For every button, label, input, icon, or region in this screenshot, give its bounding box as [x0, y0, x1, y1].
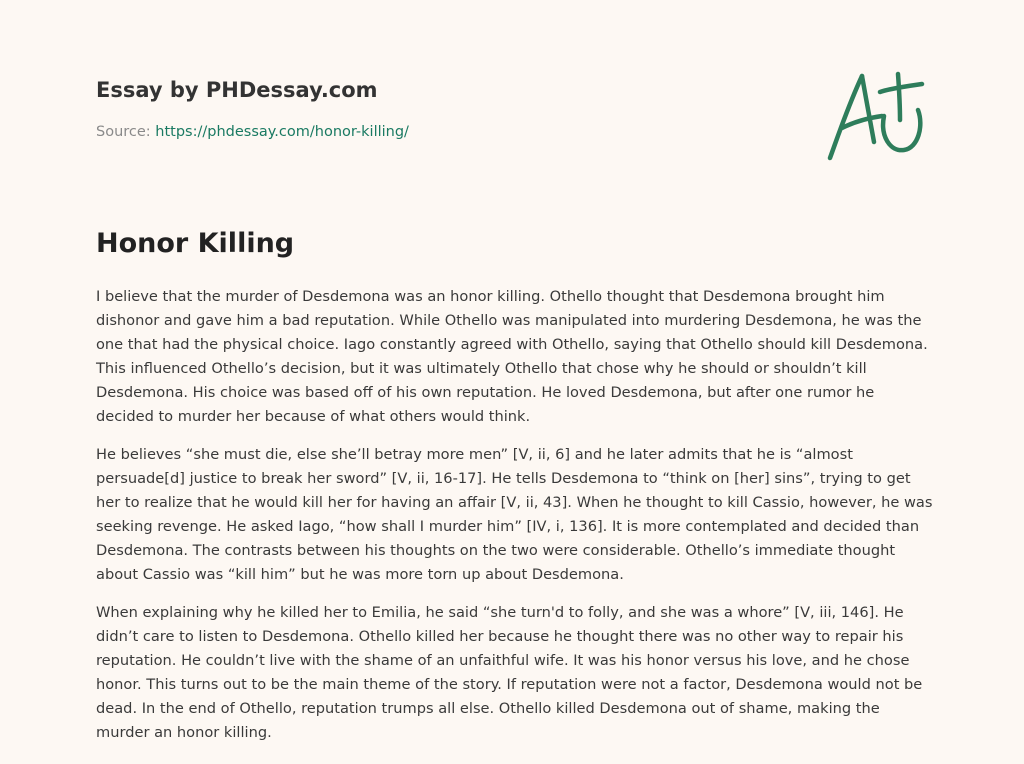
source-link[interactable]: https://phdessay.com/honor-killing/: [155, 124, 409, 140]
source-label: Source:: [96, 124, 151, 140]
source-line: [96, 122, 796, 142]
article-paragraph: When explaining why he killed her to Emilia, he said “she turn'd to folly, and she was a whore” [V, iii, 146]. He didn’t care to listen to Desdemona. Othello killed her because he thought there was no other way to repair his reputation. He couldn’t live with the shame of an unfaithful wife. It was his honor versus his love, and he chose honor. This turns out to be the main theme of the story. If reputation were not a factor, Desdemona would not be dead. In the end of Othello, reputation trumps all else. Othello killed Desdemona out of shame, making the murder an honor killing.: [96, 604, 923, 741]
article-title: Honor Killing: [96, 228, 295, 259]
page-header: [96, 76, 796, 142]
article-paragraph: I believe that the murder of Desdemona was an honor killing. Othello thought that Desdemona brought him dishonor and gave him a bad reputation. While Othello was manipulated into murdering Desdemona, he was the one that had the physical choice. Iago constantly agreed with Othello, saying that Othello should kill Desdemona. This influenced Othello’s decision, but it was ultimately Othello that chose why he should or shouldn’t kill Desdemona. His choice was based off of his own reputation. He loved Desdemona, but after one rumor he decided to murder her because of what others would think.: [96, 288, 928, 425]
a-plus-logo-icon: [820, 66, 930, 166]
brand-title: Essay by PHDessay.com: [96, 78, 378, 102]
article-paragraph: He believes “she must die, else she’ll betray more men” [V, ii, 6] and he later admits that he is “almost persuade[d] justice to break her sword” [V, ii, 16-17]. He tells Desdemona to “think on [her] sins”, trying to get her to realize that he would kill her for having an affair [V, ii, 43]. When he thought to kill Cassio, however, he was seeking revenge. He asked Iago, “how shall I murder him” [IV, i, 136]. It is more contemplated and decided than Desdemona. The contrasts between his thoughts on the two were considerable. Othello’s immediate thought about Cassio was “kill him” but he was more torn up about Desdemona.: [96, 446, 933, 583]
article-body: [96, 285, 936, 759]
